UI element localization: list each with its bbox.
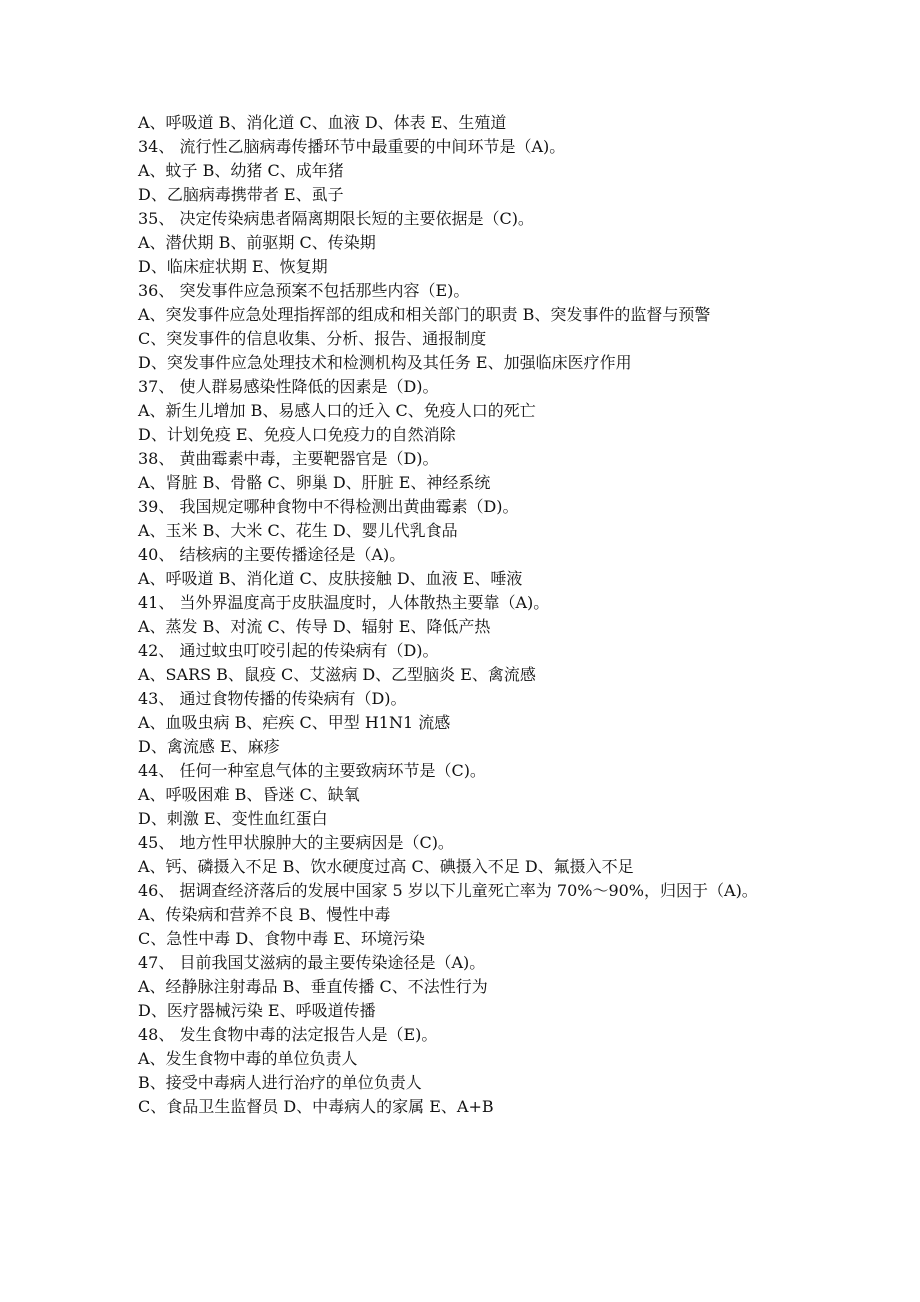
text-line: A、蚊子 B、幼猪 C、成年猪 — [138, 161, 344, 180]
text-line: A、蒸发 B、对流 C、传导 D、辐射 E、降低产热 — [138, 617, 491, 636]
question-41: 41、 当外界温度高于皮肤温度时，人体散热主要靠（A)。 — [138, 593, 550, 612]
text-line: A、传染病和营养不良 B、慢性中毒 — [138, 905, 391, 924]
document-body — [138, 111, 798, 1119]
question-48: 48、 发生食物中毒的法定报告人是（E)。 — [138, 1025, 438, 1044]
text-line: A、潜伏期 B、前驱期 C、传染期 — [138, 233, 376, 252]
text-line: D、刺激 E、变性血红蛋白 — [138, 809, 328, 828]
text-line: D、突发事件应急处理技术和检测机构及其任务 E、加强临床医疗作用 — [138, 353, 632, 372]
text-line: A、突发事件应急处理指挥部的组成和相关部门的职责 B、突发事件的监督与预警 — [138, 305, 711, 324]
question-39: 39、 我国规定哪种食物中不得检测出黄曲霉素（D)。 — [138, 497, 519, 516]
text-line: A、新生儿增加 B、易感人口的迁入 C、免疫人口的死亡 — [138, 401, 536, 420]
question-37: 37、 使人群易感染性降低的因素是（D)。 — [138, 377, 439, 396]
question-38: 38、 黄曲霉素中毒，主要靶器官是（D)。 — [138, 449, 439, 468]
question-47: 47、 目前我国艾滋病的最主要传染途径是（A)。 — [138, 953, 486, 972]
text-line: A、肾脏 B、骨骼 C、卵巢 D、肝脏 E、神经系统 — [138, 473, 491, 492]
text-line: A、玉米 B、大米 C、花生 D、婴儿代乳食品 — [138, 521, 458, 540]
question-34: 34、 流行性乙脑病毒传播环节中最重要的中间环节是（A)。 — [138, 137, 566, 156]
text-line: D、禽流感 E、麻疹 — [138, 737, 280, 756]
text-line: D、乙脑病毒携带者 E、虱子 — [138, 185, 344, 204]
question-35: 35、 决定传染病患者隔离期限长短的主要依据是（C)。 — [138, 209, 534, 228]
question-46: 46、 据调查经济落后的发展中国家 5 岁以下儿童死亡率为 70%～90%，归因于（A)。 — [138, 881, 758, 900]
question-43: 43、 通过食物传播的传染病有（D)。 — [138, 689, 407, 708]
text-line: D、临床症状期 E、恢复期 — [138, 257, 328, 276]
question-40: 40、 结核病的主要传播途径是（A)。 — [138, 545, 406, 564]
text-line: A、呼吸道 B、消化道 C、皮肤接触 D、血液 E、唾液 — [138, 569, 523, 588]
question-36: 36、 突发事件应急预案不包括那些内容（E)。 — [138, 281, 470, 300]
text-line: A、发生食物中毒的单位负责人 — [138, 1049, 358, 1068]
text-line: A、呼吸困难 B、昏迷 C、缺氧 — [138, 785, 360, 804]
text-line: C、食品卫生监督员 D、中毒病人的家属 E、A+B — [138, 1097, 494, 1116]
question-44: 44、 任何一种室息气体的主要致病环节是（C)。 — [138, 761, 486, 780]
text-line: D、医疗器械污染 E、呼吸道传播 — [138, 1001, 376, 1020]
question-42: 42、 通过蚊虫叮咬引起的传染病有（D)。 — [138, 641, 439, 660]
text-line: A、呼吸道 B、消化道 C、血液 D、体表 E、生殖道 — [138, 113, 507, 132]
text-line: B、接受中毒病人进行治疗的单位负责人 — [138, 1073, 422, 1092]
text-line: A、钙、磷摄入不足 B、饮水硬度过高 C、碘摄入不足 D、氟摄入不足 — [138, 857, 634, 876]
text-line: C、突发事件的信息收集、分析、报告、通报制度 — [138, 329, 487, 348]
text-line: A、经静脉注射毒品 B、垂直传播 C、不法性行为 — [138, 977, 488, 996]
text-line: A、SARS B、鼠疫 C、艾滋病 D、乙型脑炎 E、禽流感 — [138, 665, 536, 684]
question-45: 45、 地方性甲状腺肿大的主要病因是（C)。 — [138, 833, 454, 852]
text-line: D、计划免疫 E、免疫人口免疫力的自然消除 — [138, 425, 456, 444]
text-line: A、血吸虫病 B、疟疾 C、甲型 H1N1 流感 — [138, 713, 451, 732]
text-line: C、急性中毒 D、食物中毒 E、环境污染 — [138, 929, 425, 948]
